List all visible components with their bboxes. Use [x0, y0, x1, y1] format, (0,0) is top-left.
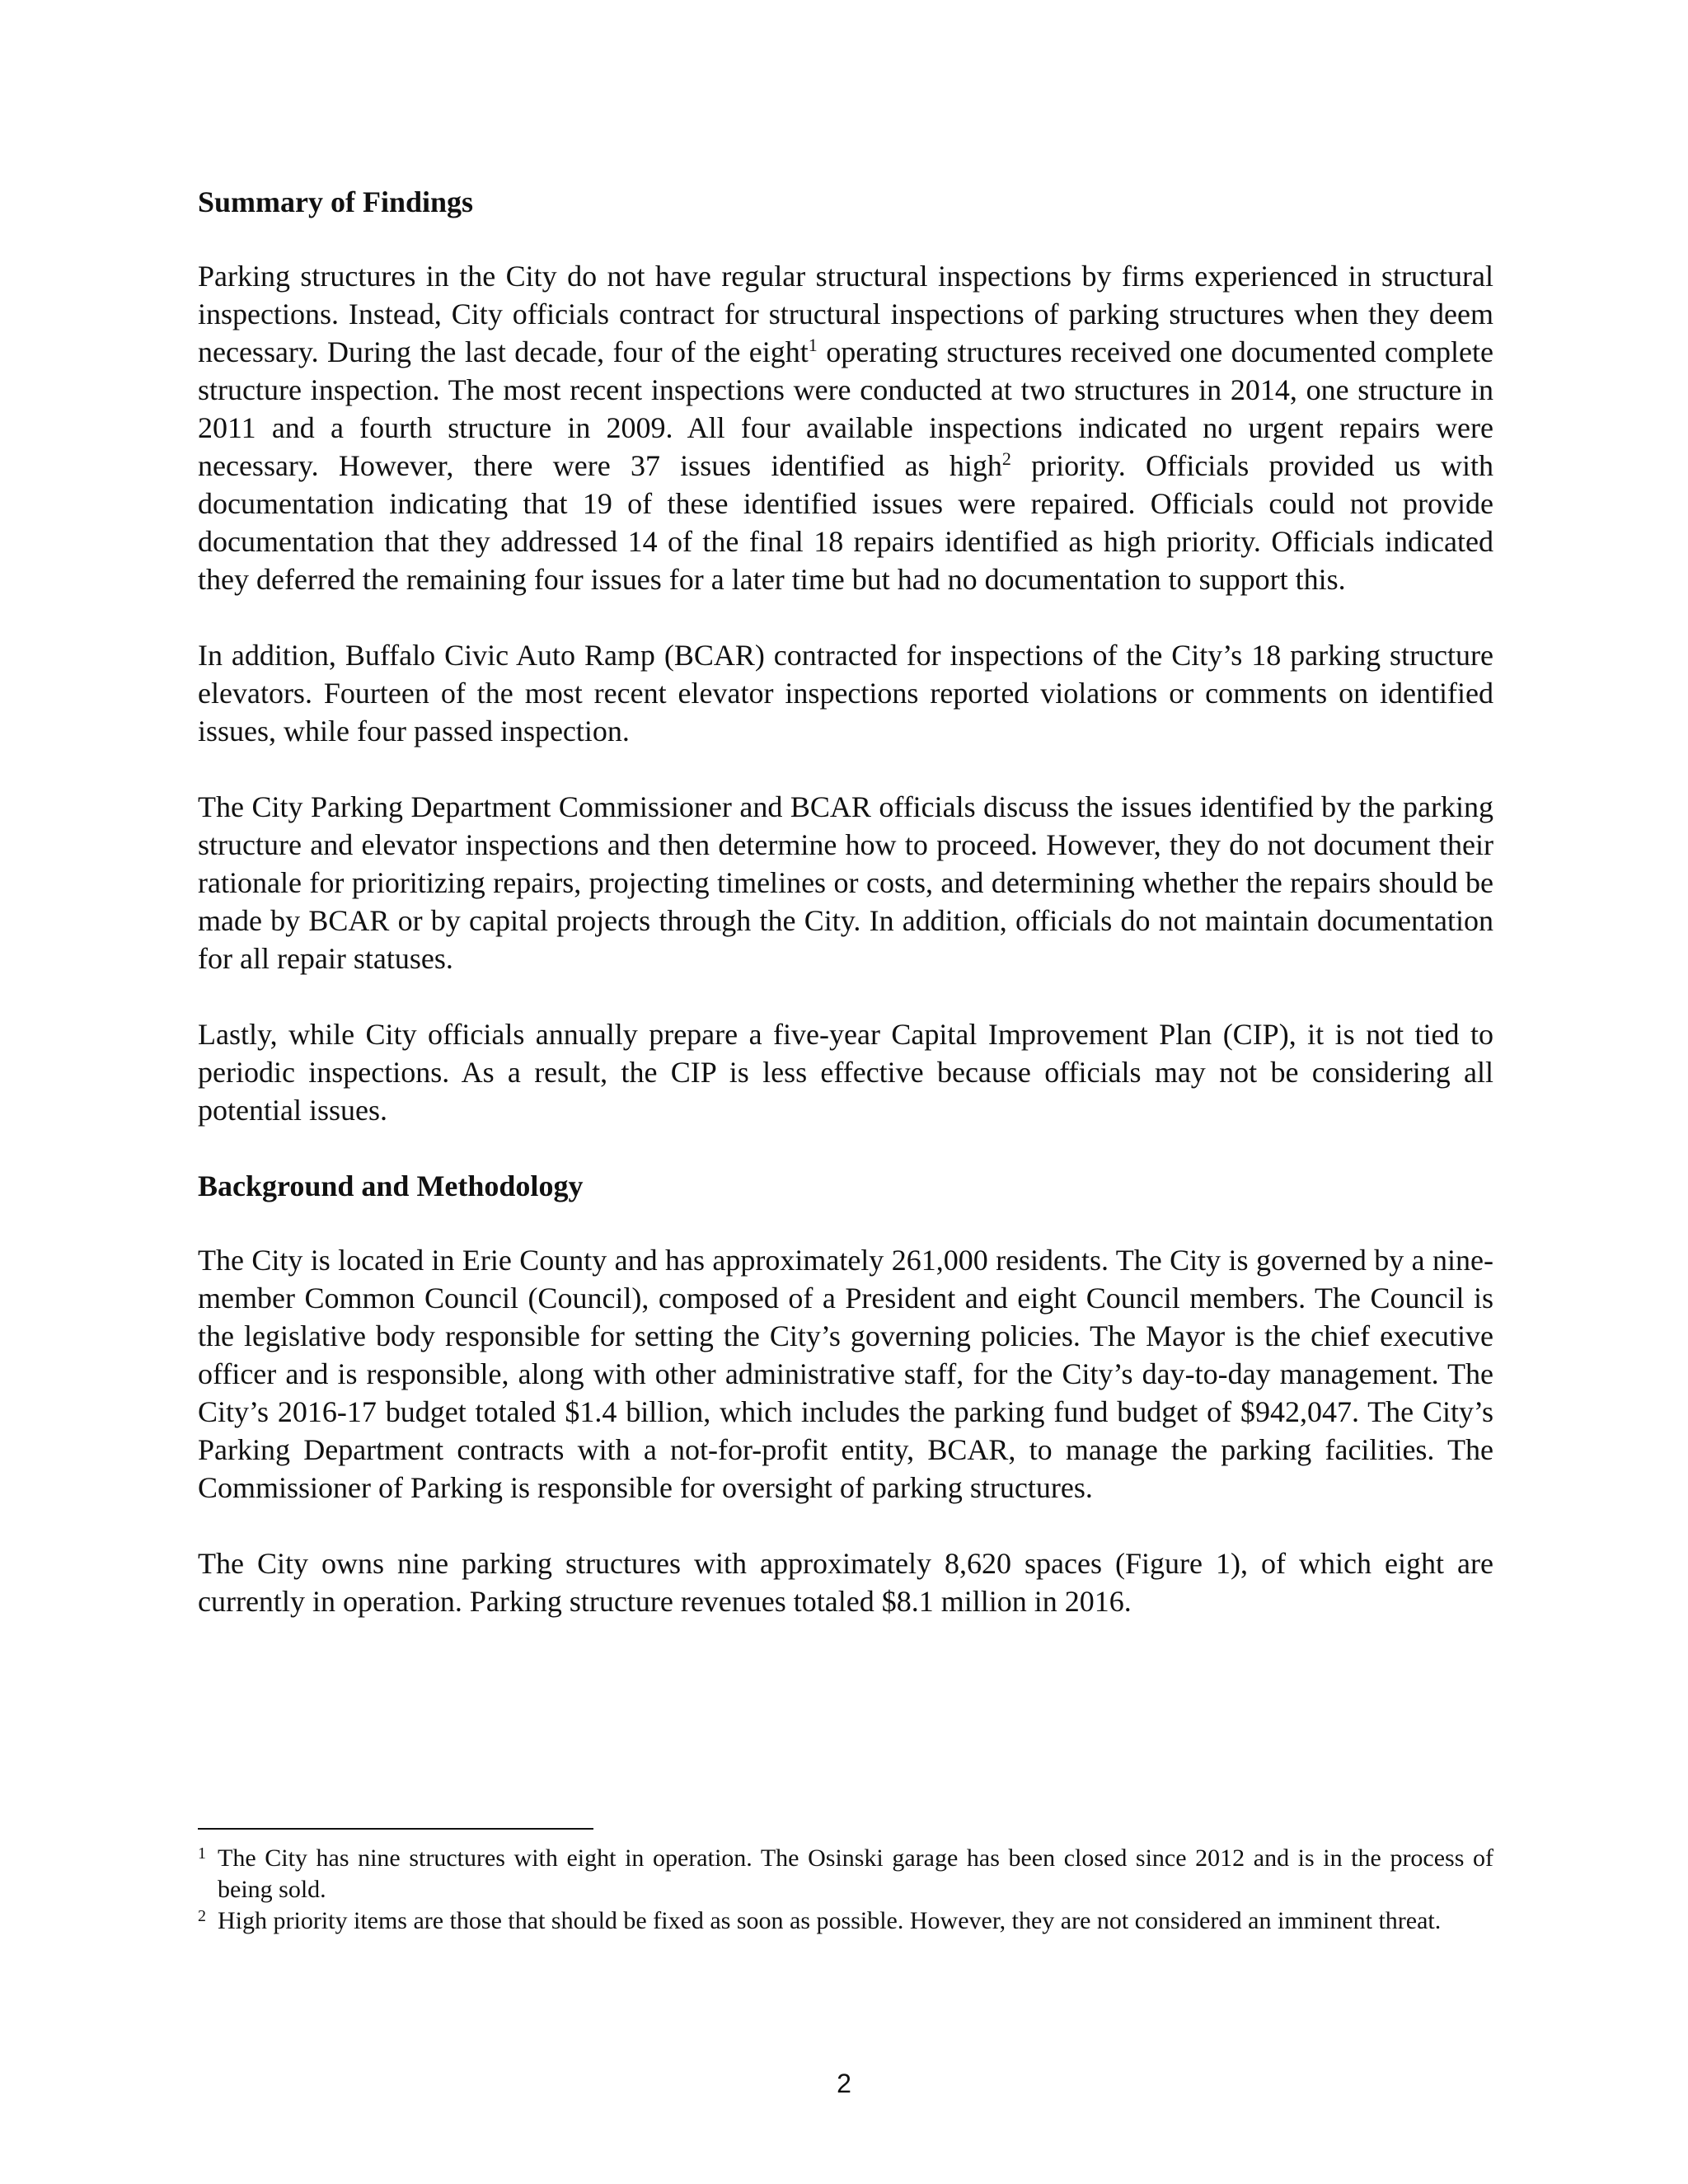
footnote-mark: 1 — [198, 1844, 206, 1863]
summary-paragraph-4: Lastly, while City officials annually prepare a five-year Capital Improvement Plan (CIP), it is not tied to periodic inspections. As a result, the CIP is less effective because officials may not be considering all potential issues. — [198, 1018, 1493, 1127]
page-number: 2 — [837, 2069, 851, 2098]
footnote-text: High priority items are those that should be fixed as soon as possible. However, they are not considered an imminent threat. — [218, 1907, 1442, 1934]
footnote-2 — [198, 1905, 1493, 1937]
summary-paragraph-3: The City Parking Department Commissioner and BCAR officials discuss the issues identified by the parking structure and elevator inspections and then determine how to proceed. However, they do not document their rationale for prioritizing repairs, projecting timelines or costs, and determining whether the repairs should be made by BCAR or by capital projects through the City. In addition, officials do not maintain documentation for all repair statuses. — [198, 790, 1493, 975]
summary-paragraph-2: In addition, Buffalo Civic Auto Ramp (BCAR) contracted for inspections of the City’s 18 parking structure elevators. Fourteen of the most recent elevator inspections reported violations or comments on identified issues, while four passed inspection. — [198, 639, 1493, 748]
footnote-divider — [198, 1828, 593, 1830]
footnotes — [198, 1843, 1493, 1937]
summary-heading: Summary of Findings — [198, 185, 474, 218]
footnote-text: The City has nine structures with eight in operation. The Osinski garage has been closed since 2012 and is in the process of being sold. — [218, 1844, 1493, 1903]
background-heading: Background and Methodology — [198, 1169, 584, 1202]
document-body — [198, 183, 1493, 1620]
footnote-1 — [198, 1843, 1493, 1905]
footnote-ref-2: 2 — [1001, 448, 1011, 469]
footnote-mark: 2 — [198, 1907, 206, 1925]
summary-paragraph-1: Parking structures in the City do not have regular structural inspections by firms experienced in structural inspections. Instead, City officials contract for structural inspections of parking structures when they deem necessary. During the last decade, four of the eight$^1$ operating structures received one documented complete structure inspection. The most recent inspections were conducted at two structures in 2014, one structure in 2011 and a fourth structure in 2009. All four available inspections indicated no urgent repairs were necessary. However, there were 37 issues identified as high$^2$ priority. Officials provided us with documentation indicating that 19 of these identified issues were repaired. Officials could not provide documentation that they addressed 14 of the final 18 repairs identified as high priority. Officials indicated they deferred the remaining four issues for a later time but had no documentation to support this. — [198, 260, 1494, 596]
footnote-ref-1: 1 — [808, 335, 818, 355]
background-paragraph-2: The City owns nine parking structures with approximately 8,620 spaces (Figure 1), of which eight are currently in operation. Parking structure revenues totaled $8.1 million in 2016. — [198, 1547, 1493, 1618]
background-paragraph-1: The City is located in Erie County and has approximately 261,000 residents. The City is governed by a nine-member Common Council (Council), composed of a President and eight Council members. The Council is the legislative body responsible for setting the City’s governing policies. The Mayor is the chief executive officer and is responsible, along with other administrative staff, for the City’s day-to-day management. The City’s 2016-17 budget totaled $1.4 billion, which includes the parking fund budget of $942,047. The City’s Parking Department contracts with a not-for-profit entity, BCAR, to manage the parking facilities. The Commissioner of Parking is responsible for oversight of parking structures. — [198, 1244, 1493, 1504]
